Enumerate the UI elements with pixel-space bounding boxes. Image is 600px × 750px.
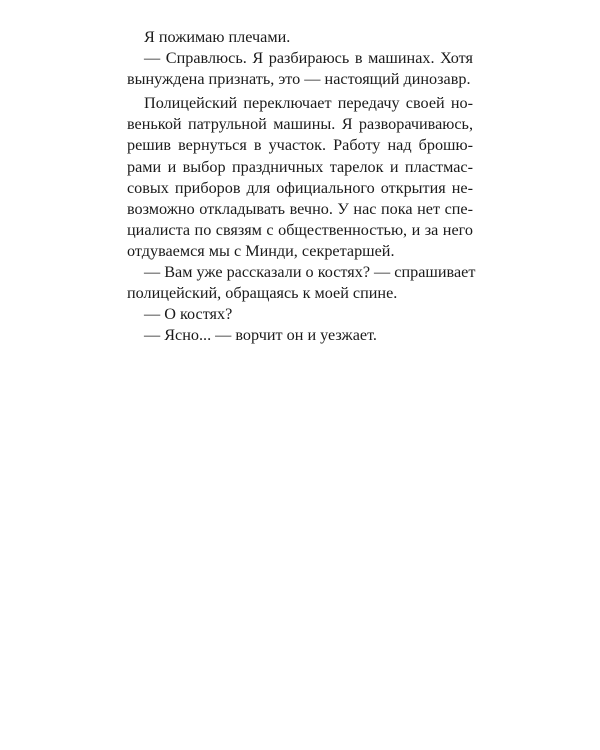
paragraph bbox=[127, 27, 473, 48]
text-line: совых приборов для официального открытия не- bbox=[127, 178, 473, 197]
text-line: венькой патрульной машины. Я разворачиваюсь, bbox=[127, 115, 473, 134]
text-line: Я пожимаю плечами. bbox=[144, 28, 291, 46]
text-line: циалиста по связям с общественностью, и за него bbox=[127, 220, 473, 239]
text-line: — О костях? bbox=[144, 305, 233, 324]
text-line: рами и выбор праздничных тарелок и пластмас- bbox=[127, 157, 473, 176]
text-line: — Ясно... — ворчит он и уезжает. bbox=[144, 326, 377, 345]
text-line: вынуждена признать, это — настоящий динозавр. bbox=[127, 70, 471, 89]
paragraph bbox=[127, 48, 473, 90]
paragraph bbox=[127, 304, 473, 325]
paragraph bbox=[127, 93, 473, 262]
page-text bbox=[127, 27, 476, 346]
text-line: Полицейский переключает передачу своей но- bbox=[144, 94, 473, 113]
text-line: — Справлюсь. Я разбираюсь в машинах. Хотя bbox=[144, 49, 473, 68]
text-line: возможно откладывать вечно. У нас пока нет спе- bbox=[127, 199, 473, 218]
text-line: — Вам уже рассказали о костях? — спрашивает bbox=[144, 263, 476, 282]
paragraph bbox=[127, 325, 473, 346]
text-line: отдуваемся мы с Минди, секретаршей. bbox=[127, 241, 395, 260]
text-line: решив вернуться в участок. Работу над брошю- bbox=[127, 136, 473, 155]
text-line: полицейский, обращаясь к моей спине. bbox=[127, 284, 398, 303]
paragraph bbox=[127, 262, 476, 304]
